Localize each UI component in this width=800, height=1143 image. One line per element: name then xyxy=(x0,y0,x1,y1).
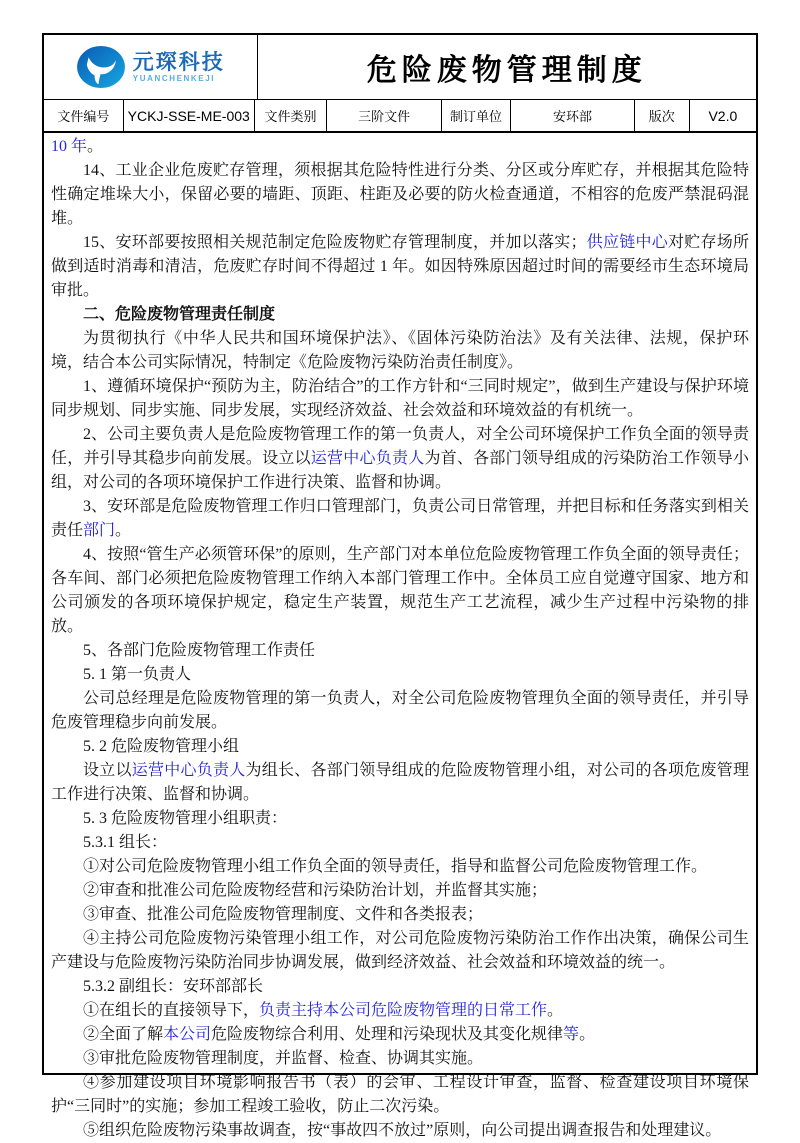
paragraph xyxy=(51,759,749,807)
text-run-highlighted: 等 xyxy=(563,1026,580,1043)
text-run-highlighted: 负责主持本公司危险废物管理的日常工作 xyxy=(259,1002,548,1019)
text-run-highlighted: 本公司 xyxy=(163,1026,212,1043)
document-title: 危险废物管理制度 xyxy=(366,54,647,87)
text-run: 为贯彻执行《中华人民共和国环境保护法》、《固体污染防治法》及有关法律、法规，保护环境，结合本公司实际情况，特制定《危险废物污染防治责任制度》。 xyxy=(51,330,749,371)
logo-company-name-en: YUANCHENKEJI xyxy=(132,73,216,83)
text-run: 3、安环部是危险废物管理工作归口管理部门，负责公司日常管理，并把目标和任务落实到相关责任 xyxy=(51,498,749,539)
text-run: 。 xyxy=(547,1002,564,1019)
file-number-label: 文件编号 xyxy=(44,100,124,131)
paragraph xyxy=(51,663,749,687)
paragraph xyxy=(51,855,749,879)
paragraph xyxy=(51,1047,749,1071)
company-logo xyxy=(44,35,258,99)
paragraph xyxy=(51,495,749,543)
text-run-highlighted: 部门 xyxy=(83,522,116,539)
version-label: 版次 xyxy=(635,100,690,131)
document-meta-row xyxy=(44,100,756,133)
text-run: ⑤组织危险废物污染事故调查，按“事故四不放过”原则，向公司提出调查报告和处理建议。 xyxy=(83,1122,722,1139)
text-run: 5.3.2 副组长：安环部部长 xyxy=(83,978,264,995)
version-value: V2.0 xyxy=(708,107,738,124)
logo-text xyxy=(133,52,225,83)
paragraph xyxy=(51,303,749,327)
issuing-unit-label: 制订单位 xyxy=(442,100,511,131)
document-body xyxy=(44,133,756,1143)
paragraph xyxy=(51,975,749,999)
text-run: 。 xyxy=(87,138,104,155)
text-run: 5. 2 危险废物管理小组 xyxy=(83,738,240,755)
paragraph xyxy=(51,807,749,831)
file-category-label: 文件类别 xyxy=(255,100,328,131)
logo-swirl-icon xyxy=(76,45,126,89)
paragraph xyxy=(51,687,749,735)
text-run: 设立以 xyxy=(83,762,132,779)
paragraph xyxy=(51,543,749,639)
paragraph xyxy=(51,327,749,375)
text-run: 。 xyxy=(579,1026,596,1043)
text-run: ②审查和批准公司危险废物经营和污染防治计划，并监督其实施； xyxy=(83,882,548,899)
paragraph xyxy=(51,159,749,231)
text-run: 为首、各部门领导组成的污染防治工作领导小组，对公司的各项环境保护工作进行决策、监督和协调。 xyxy=(51,450,749,491)
text-run: 对贮存场所做到适时消毒和清洁，危废贮存时间不得超过 1 年。如因特殊原因超过时间的需要经市生态环境局审批。 xyxy=(51,234,749,299)
paragraph xyxy=(51,1023,749,1047)
paragraph xyxy=(51,903,749,927)
text-run-highlighted: 运营中心负责人 xyxy=(310,450,425,467)
text-run: ④主持公司危险废物污染管理小组工作，对公司危险废物污染防治工作作出决策，确保公司生产建设与危险废物污染防治同步协调发展，做到经济效益、社会效益和环境效益的统一。 xyxy=(51,930,749,971)
text-run: ②全面了解 xyxy=(83,1026,164,1043)
document-header xyxy=(44,35,756,100)
paragraph xyxy=(51,231,749,303)
text-run: ①对公司危险废物管理小组工作负全面的领导责任，指导和监督公司危险废物管理工作。 xyxy=(83,858,708,875)
text-run: 危险废物综合利用、处理和污染现状及其变化规律 xyxy=(211,1026,564,1043)
text-run: 5.3.1 组长： xyxy=(83,834,168,851)
paragraph xyxy=(51,423,749,495)
paragraph xyxy=(51,879,749,903)
logo-company-name: 元琛科技 xyxy=(132,50,225,74)
text-run: 5、各部门危险废物管理工作责任 xyxy=(83,642,316,659)
paragraph xyxy=(51,1119,749,1143)
text-run: ③审查、批准公司危险废物管理制度、文件和各类报表； xyxy=(83,906,484,923)
text-run: ①在组长的直接领导下， xyxy=(83,1002,260,1019)
text-run: ③审批危险废物管理制度，并监督、检查、协调其实施。 xyxy=(83,1050,484,1067)
text-run: 1、遵循环境保护“预防为主，防治结合”的工作方针和“三同时规定”，做到生产建设与保护环境同步规划、同步实施、同步发展，实现经济效益、社会效益和环境效益的有机统一。 xyxy=(51,378,749,419)
text-run: 4、按照“管生产必须管环保”的原则，生产部门对本单位危险废物管理工作负全面的领导责任；各车间、部门必须把危险废物管理工作纳入本部门管理工作中。全体员工应自觉遵守国家、地方和公司颁发的各项环境保护规定，稳定生产装置，规范生产工艺流程，减少生产过程中污染物的排放。 xyxy=(51,546,749,635)
paragraph xyxy=(51,831,749,855)
paragraph xyxy=(51,927,749,975)
text-run: 2、公司主要负责人是危险废物管理工作的第一负责人，对全公司环境保护工作负全面的领导责任，并引导其稳步向前发展。设立以 xyxy=(51,426,749,467)
file-number-value: YCKJ-SSE-ME-003 xyxy=(124,100,255,131)
text-run-highlighted: 10 年 xyxy=(51,138,88,155)
text-run: 。 xyxy=(115,522,132,539)
paragraph xyxy=(51,639,749,663)
issuing-unit-value: 安环部 xyxy=(511,100,635,131)
paragraph xyxy=(51,999,749,1023)
text-run: 为组长、各部门领导组成的危险废物管理小组，对公司的各项危废管理工作进行决策、监督和协调。 xyxy=(51,762,749,803)
file-category-value: 三阶文件 xyxy=(327,100,442,131)
paragraph xyxy=(51,1071,749,1119)
text-run: 公司总经理是危险废物管理的第一负责人，对全公司危险废物管理负全面的领导责任，并引导危废管理稳步向前发展。 xyxy=(51,690,749,731)
paragraph xyxy=(51,135,749,159)
text-run-highlighted: 供应链中心 xyxy=(586,234,668,251)
text-run: 5. 1 第一负责人 xyxy=(83,666,192,683)
text-run: 二、危险废物管理责任制度 xyxy=(83,306,276,323)
paragraph xyxy=(51,375,749,423)
document-frame xyxy=(42,33,758,1139)
paragraph xyxy=(51,735,749,759)
text-run: ④参加建设项目环境影响报告书（表）的会审、工程设计审查，监督、检查建设项目环境保护“三同时”的实施；参加工程竣工验收，防止二次污染。 xyxy=(51,1074,749,1115)
text-run: 5. 3 危险废物管理小组职责： xyxy=(83,810,288,827)
text-run: 15、安环部要按照相关规范制定危险废物贮存管理制度，并加以落实； xyxy=(83,234,587,251)
text-run: 14、工业企业危废贮存管理，须根据其危险特性进行分类、分区或分库贮存，并根据其危险特性确定堆垛大小，保留必要的墙距、顶距、柱距及必要的防火检查通道，不相容的危废严禁混码混堆。 xyxy=(51,162,749,227)
text-run-highlighted: 运营中心负责人 xyxy=(131,762,246,779)
